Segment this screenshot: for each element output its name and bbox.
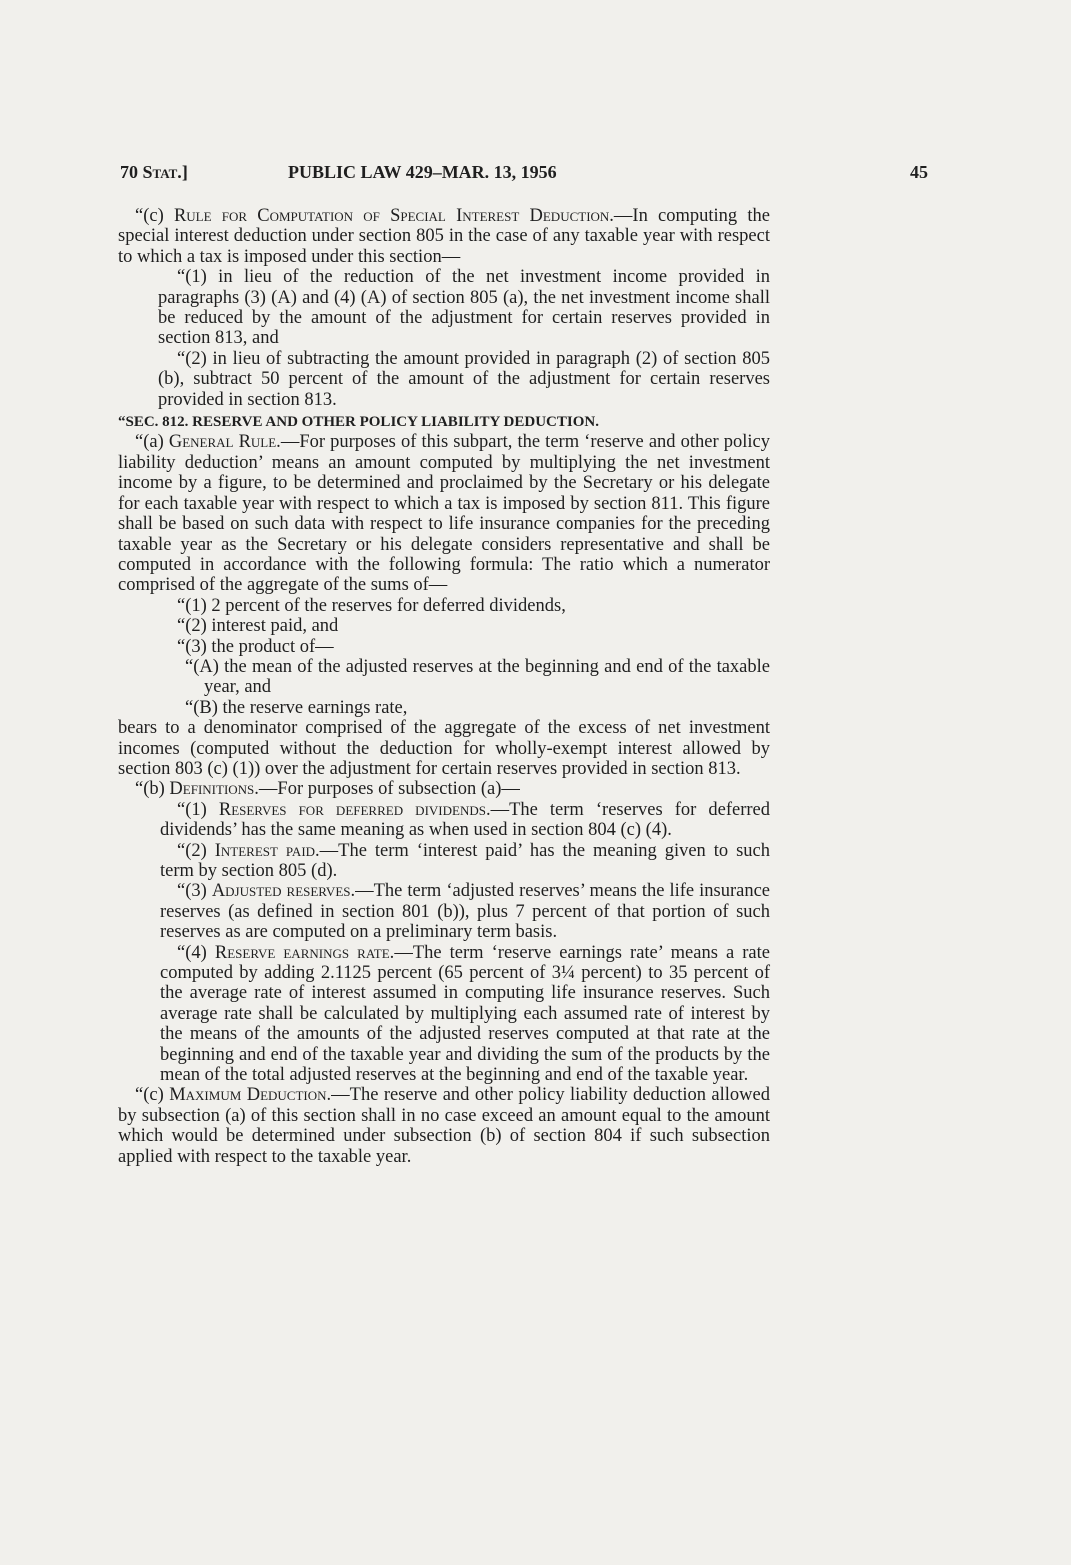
page-number: 45 <box>910 162 928 182</box>
paragraph-heading: General Rule. <box>168 432 281 453</box>
paragraph-b3 <box>118 881 770 942</box>
paragraph-a2: “(2) interest paid, and <box>177 616 339 637</box>
paragraph-lead: “(2) <box>177 840 215 861</box>
paragraph-c1: “(1) in lieu of the reduction of the net investment income provided in paragraphs (3) (A) and (4) (A) of section 805 (a), the net investment income shall be reduced by the amount of the adjustment for certain reserves provided in section 813, and <box>158 267 770 349</box>
paragraph-text: —The term ‘adjusted reserves’ means the life insurance reserves (as defined in section 801 (b)), plus 7 percent of that portion of such reserves as are computed on a preliminary term basis. <box>160 881 770 943</box>
paragraph-c-rule <box>118 206 770 267</box>
paragraph-text: —In computing the special interest deduction under section 805 in the case of any taxable year with respect to which a tax is imposed under this section— <box>118 206 770 267</box>
paragraph-heading: Definitions. <box>169 779 259 800</box>
paragraph-lead: “(4) <box>177 942 215 963</box>
statute-reference <box>120 162 188 183</box>
paragraph-text: —For purposes of subsection (a)— <box>258 779 520 800</box>
paragraph-lead: “(c) <box>135 1085 170 1106</box>
paragraph-heading: Rule for Computation of Special Interest Deduction. <box>173 206 614 226</box>
paragraph-text: —The term ‘interest paid’ has the meaning given to such term by section 805 (d). <box>160 840 770 881</box>
paragraph-lead: “(c) <box>135 206 174 226</box>
paragraph-b2 <box>118 841 770 882</box>
paragraph-lead: “(1) <box>177 799 219 820</box>
paragraph-c2: “(2) in lieu of subtracting the amount provided in paragraph (2) of section 805 (b), subtract 50 percent of the amount of the adjustment for certain reserves provided in section 813. <box>158 348 770 410</box>
paragraph-heading: Interest paid. <box>214 840 320 861</box>
paragraph-b1 <box>118 800 770 841</box>
paragraph-heading: Reserve earnings rate. <box>214 942 395 963</box>
paragraph-text: —The term ‘reserve earnings rate’ means a rate computed by adding 2.1125 percent (65 percent of 3¼ percent) to 35 percent of the average rate of interest assumed in computing life insurance reserves. Such average rate shall be calculated by multiplying each assumed rate of interest by the means of the amounts of the adjusted reserves computed at that rate at the beginning and end of the taxable year and dividing the sum of the products by the mean of the total adjusted reserves at the beginning and end of the taxable year. <box>160 942 770 1086</box>
paragraph-a1: “(1) 2 percent of the reserves for deferred dividends, <box>177 595 566 616</box>
paragraph-heading: Adjusted reserves. <box>211 881 356 902</box>
paragraph-heading: Maximum Deduction. <box>169 1085 332 1106</box>
page-header <box>120 162 928 186</box>
paragraph-text: —For purposes of this subpart, the term ‘reserve and other policy liability deduction’ means an amount computed by multiplying the net investment income by a figure, to be determined and proclaimed by the Secretary or his delegate for each taxable year with respect to which a tax is imposed by section 811. This figure shall be based on such data with respect to life insurance companies for the preceding taxable year as the Secretary or his delegate considers representative and shall be computed in accordance with the following formula: The ratio which a numerator comprised of the aggregate of the sums of— <box>118 432 770 596</box>
paragraph-lead: “(b) <box>135 779 170 800</box>
paragraph-a-tail: bears to a denominator comprised of the aggregate of the excess of net investment incomes (computed without the deduction for wholly-exempt interest allowed by section 803 (c) (1)) over the adjustment for certain reserves provided in section 813. <box>118 718 770 779</box>
statute-abbrev: Stat. <box>142 162 182 182</box>
body-text <box>118 206 770 1167</box>
running-head: PUBLIC LAW 429–MAR. 13, 1956 <box>288 162 557 182</box>
paragraph-lead: “(a) <box>135 432 169 453</box>
section-heading: “SEC. 812. RESERVE AND OTHER POLICY LIABILITY DEDUCTION. <box>118 414 599 431</box>
paragraph-a3A: “(A) the mean of the adjusted reserves at the beginning and end of the taxable year, and <box>185 656 770 698</box>
paragraph-a3B: “(B) the reserve earnings rate, <box>185 697 408 718</box>
paragraph-b4 <box>118 943 770 1086</box>
paragraph-heading: Reserves for deferred dividends. <box>218 799 491 820</box>
paragraph-lead: “(3) <box>177 881 212 902</box>
paragraph-text: —The term ‘reserves for deferred dividends’ has the same meaning as when used in section 804 (c) (4). <box>160 799 770 841</box>
paragraph-a-general-rule <box>118 432 770 595</box>
paragraph-a3: “(3) the product of— <box>177 636 334 657</box>
bracket: ] <box>181 162 188 182</box>
paragraph-c-maximum-deduction <box>118 1085 770 1167</box>
volume-number: 70 <box>120 162 138 182</box>
paragraph-text: —The reserve and other policy liability deduction allowed by subsection (a) of this section shall in no case exceed an amount equal to the amount which would be determined under subsection (b) of section 804 if such subsection applied with respect to the taxable year. <box>118 1085 770 1167</box>
paragraph-b-definitions <box>118 779 770 799</box>
